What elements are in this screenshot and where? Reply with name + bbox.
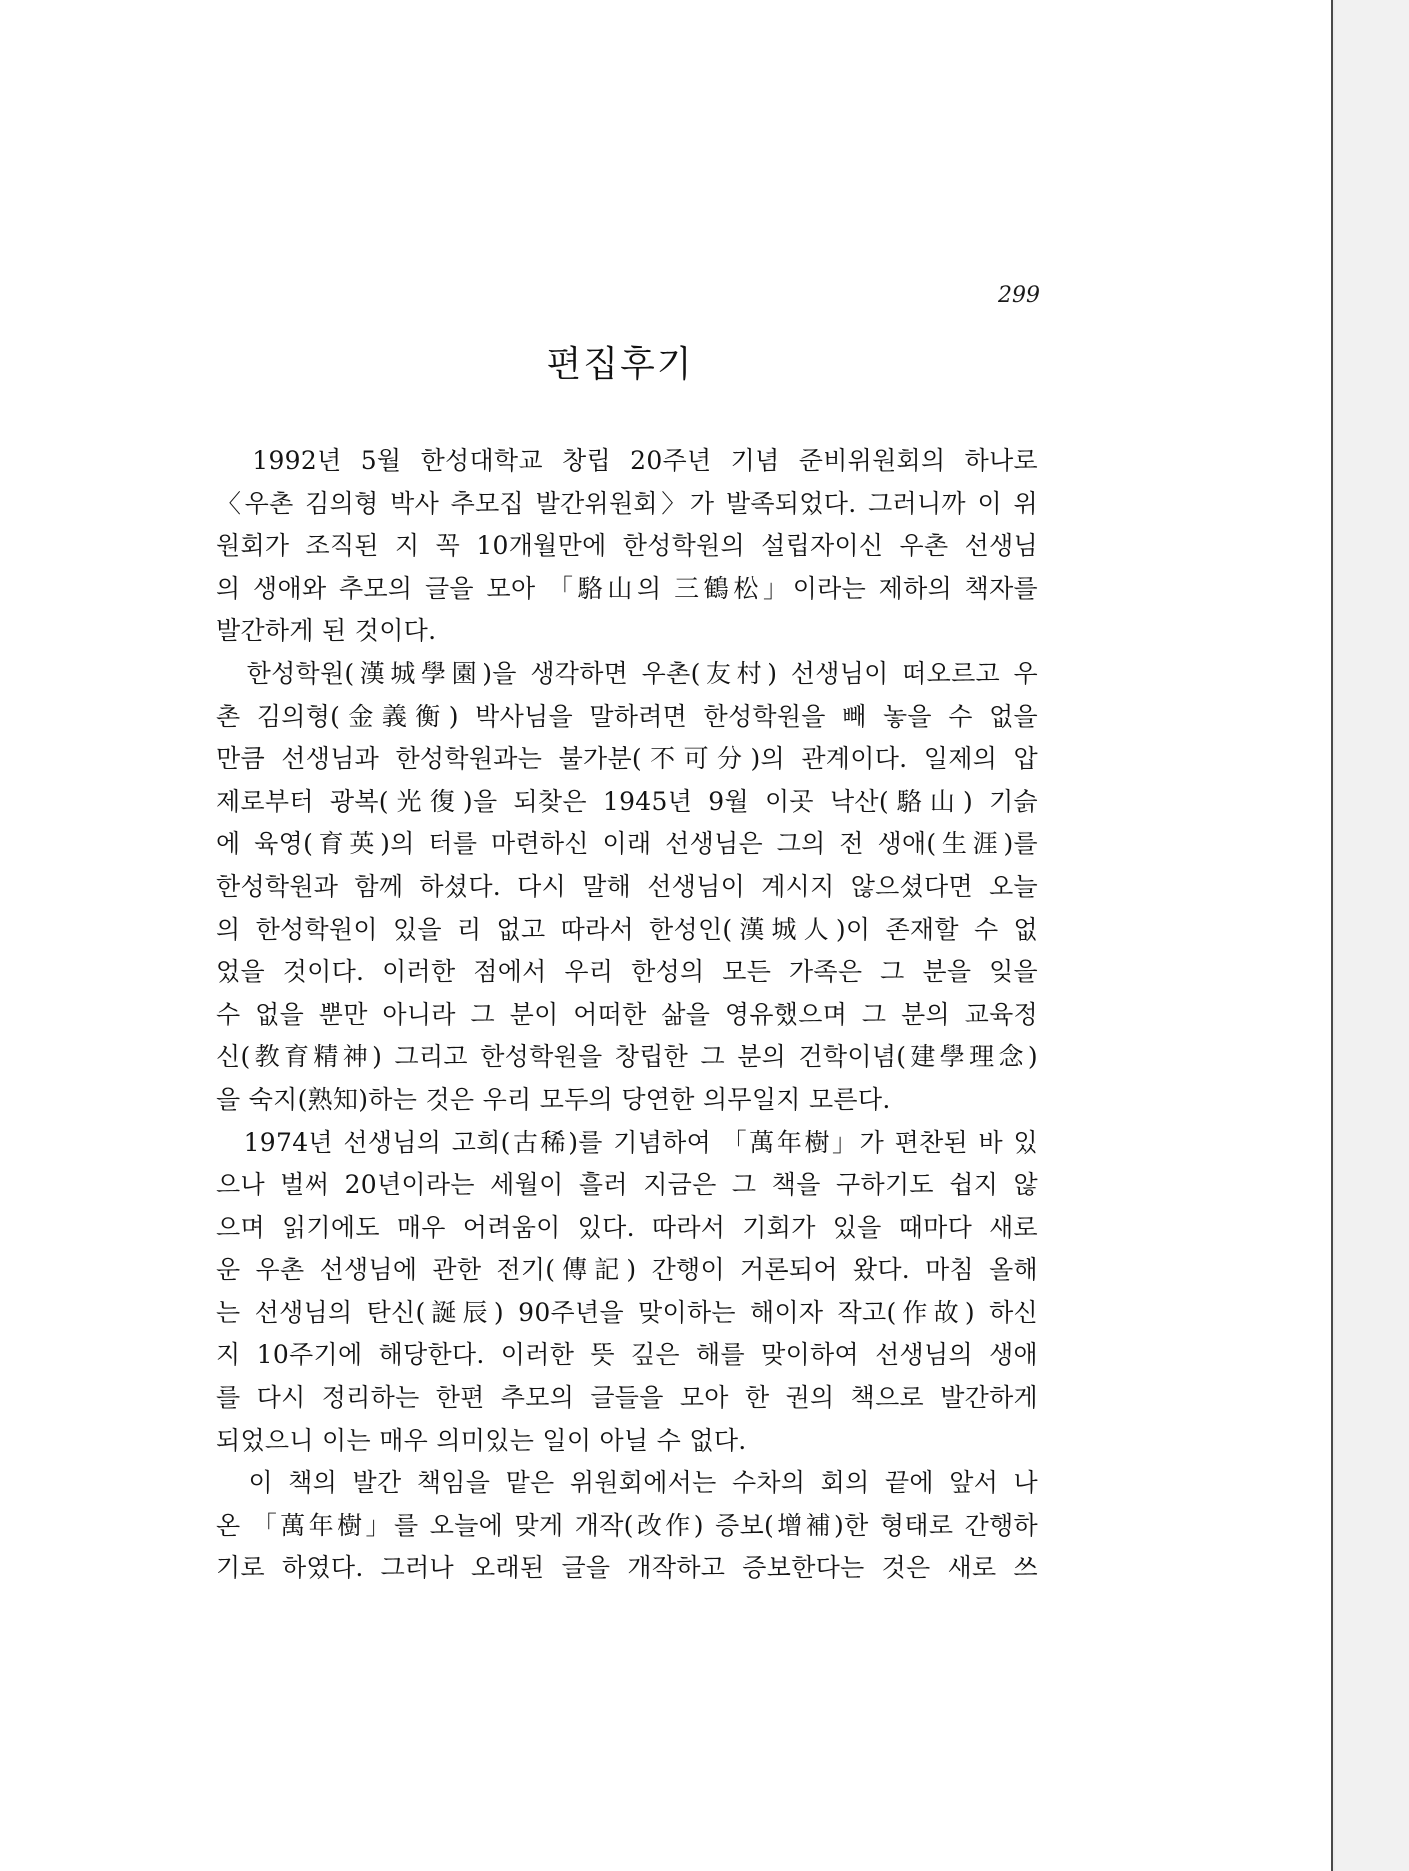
text-line: 의 한성학원이 있을 리 없고 따라서 한성인(漢城人)이 존재할 수 없 bbox=[216, 914, 1038, 944]
text-line: 에 육영(育英)의 터를 마련하신 이래 선생님은 그의 전 생애(生涯)를 bbox=[216, 829, 1038, 859]
text-line: 한성학원과 함께 하셨다. 다시 말해 선생님이 계시지 않으셨다면 오늘 bbox=[216, 871, 1038, 901]
viewer-background bbox=[1335, 0, 1409, 1871]
text-line: 를 다시 정리하는 한편 추모의 글들을 모아 한 권의 책으로 발간하게 bbox=[216, 1383, 1038, 1413]
text-line: 의 생애와 추모의 글을 모아 「駱山의 三鶴松」이라는 제하의 책자를 bbox=[216, 573, 1038, 603]
text-line: 되었으니 이는 매우 의미있는 일이 아닐 수 없다. bbox=[216, 1425, 747, 1455]
text-line: 지 10주기에 해당한다. 이러한 뜻 깊은 해를 맞이하여 선생님의 생애 bbox=[216, 1340, 1038, 1370]
text-line: 신(教育精神) 그리고 한성학원을 창립한 그 분의 건학이념(建學理念) bbox=[216, 1042, 1038, 1072]
text-line: 원회가 조직된 지 꼭 10개월만에 한성학원의 설립자이신 우촌 선생님 bbox=[216, 531, 1038, 561]
text-line: 온 「萬年樹」를 오늘에 맞게 개작(改作) 증보(增補)한 형태로 간행하 bbox=[216, 1510, 1038, 1540]
text-line: 발간하게 된 것이다. bbox=[216, 616, 437, 646]
text-line: 〈우촌 김의형 박사 추모집 발간위원회〉가 발족되었다. 그러니까 이 위 bbox=[216, 488, 1038, 518]
text-line: 었을 것이다. 이러한 점에서 우리 한성의 모든 가족은 그 분을 잊을 bbox=[216, 957, 1038, 987]
text-line: 한성학원(漢城學園)을 생각하면 우촌(友村) 선생님이 떠오르고 우 bbox=[216, 658, 1038, 688]
text-line: 으나 벌써 20년이라는 세월이 흘러 지금은 그 책을 구하기도 쉽지 않 bbox=[216, 1170, 1038, 1200]
text-line: 기로 하였다. 그러나 오래된 글을 개작하고 증보한다는 것은 새로 쓰 bbox=[216, 1553, 1038, 1583]
text-line: 1992년 5월 한성대학교 창립 20주년 기념 준비위원회의 하나로 bbox=[216, 446, 1038, 475]
text-line: 만큼 선생님과 한성학원과는 불가분(不可分)의 관계이다. 일제의 압 bbox=[216, 744, 1038, 774]
text-line: 이 책의 발간 책임을 맡은 위원회에서는 수차의 회의 끝에 앞서 나 bbox=[216, 1468, 1038, 1498]
page-title: 편집후기 bbox=[546, 344, 694, 385]
text-line: 제로부터 광복(光復)을 되찾은 1945년 9월 이곳 낙산(駱山) 기슭 bbox=[216, 786, 1038, 816]
text-line: 는 선생님의 탄신(誕辰) 90주년을 맞이하는 해이자 작고(作故) 하신 bbox=[216, 1297, 1038, 1327]
text-line: 촌 김의형(金義衡) 박사님을 말하려면 한성학원을 빼 놓을 수 없을 bbox=[216, 701, 1038, 731]
text-line: 을 숙지(熟知)하는 것은 우리 모두의 당연한 의무일지 모른다. bbox=[216, 1084, 891, 1114]
body-text bbox=[216, 440, 1038, 1590]
text-line: 운 우촌 선생님에 관한 전기(傳記) 간행이 거론되어 왔다. 마침 올해 bbox=[216, 1255, 1038, 1285]
page-number: 299 bbox=[998, 283, 1040, 308]
text-line: 수 없을 뿐만 아니라 그 분이 어떠한 삶을 영유했으며 그 분의 교육정 bbox=[216, 999, 1038, 1029]
text-line: 으며 읽기에도 매우 어려움이 있다. 따라서 기회가 있을 때마다 새로 bbox=[216, 1212, 1038, 1242]
text-line: 1974년 선생님의 고희(古稀)를 기념하여 「萬年樹」가 편찬된 바 있 bbox=[216, 1127, 1038, 1157]
